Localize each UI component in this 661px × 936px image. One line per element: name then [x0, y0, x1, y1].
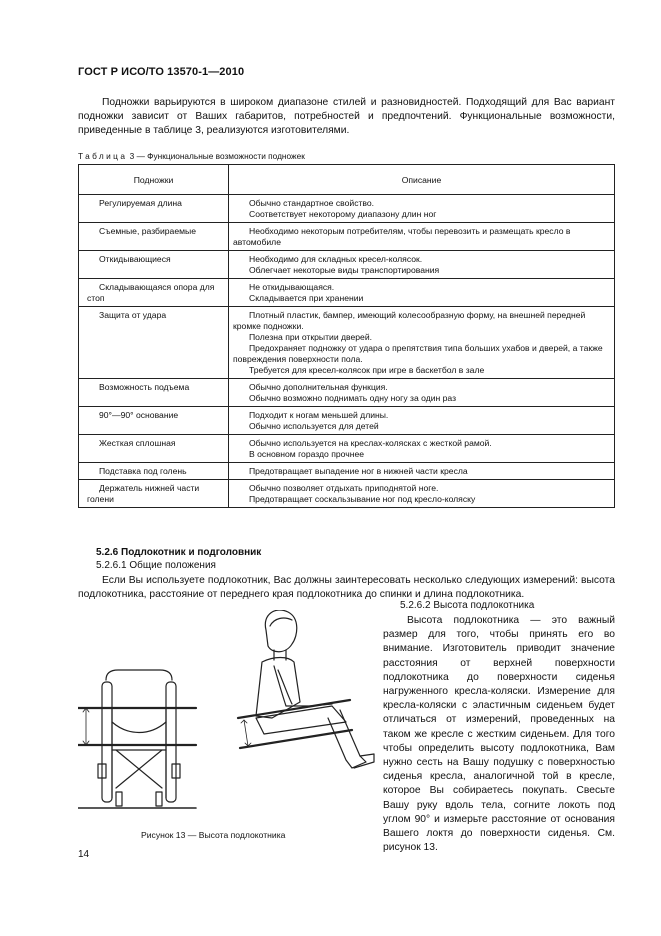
table-row [79, 223, 615, 251]
table-caption [78, 151, 305, 161]
table-row [79, 279, 615, 307]
description-line: Полезна при открытии дверей. [249, 332, 373, 342]
table-header-row [79, 165, 615, 195]
table-header-description: Описание [229, 165, 615, 195]
description-line: Обычно используется на креслах-колясках с жесткой рамой. [249, 438, 492, 448]
description-line: Необходимо для складных кресел-колясок. [249, 254, 423, 264]
seated-person-side-view [238, 610, 374, 768]
footrest-type-cell [79, 251, 229, 279]
table-caption-text: 3 — Функциональные возможности подножек [129, 151, 305, 161]
description-cell [229, 407, 615, 435]
subsection-armrest-height: 5.2.6.2 Высота подлокотника [400, 600, 535, 611]
description-line: В основном гораздо прочнее [249, 449, 365, 459]
figure-caption: Рисунок 13 — Высота подлокотника [141, 830, 286, 840]
description-line: Обычно возможно поднимать одну ногу за один раз [249, 393, 457, 403]
table-row [79, 435, 615, 463]
armrest-height-text: Высота подлокотника — это важный размер для того, чтобы принять его во внимание. Изготовитель приводит значение расстояния от верхней поверхности подлокотника до поверхности сиденья нагруженного кресла-коляски. Измерение для кресла-коляски с эластичным сиденьем будет отличаться от измерений, проведенных на таком же кресле с жестким сиденьем. Для того чтобы определить высоту подлокотника, Вам нужно сесть на Вашу подушку с поверхностью сиденья кресла, аналогичной той в кресле, которое Вы собираетесь покупать. Свесьте Вашу руку вдоль тела, согните локоть под углом 90° и измерьте расстояние от основания Вашего локтя до поверхности сиденья. См. рисунок 13. [383, 615, 615, 854]
armrest-height-figure [78, 610, 378, 820]
description-line: Предотвращает выпадение ног в нижней части кресла [249, 466, 468, 476]
description-line: Не откидывающаяся. [249, 282, 335, 292]
description-line: Подходит к ногам меньшей длины. [249, 410, 389, 420]
section-heading: 5.2.6 Подлокотник и подголовник [96, 547, 262, 558]
footrest-type-cell [79, 379, 229, 407]
description-cell [229, 223, 615, 251]
description-line: Плотный пластик, бампер, имеющий колесообразную форму, на внешней передней кромке подножки. [233, 310, 586, 331]
wheelchair-front-view [78, 670, 196, 808]
footrest-type: Держатель нижней части голени [87, 483, 200, 504]
intro-paragraph [78, 96, 615, 138]
description-line: Требуется для кресел-колясок при игре в баскетбол в зале [249, 365, 485, 375]
intro-text: Подножки варьируются в широком диапазоне стилей и разновидностей. Подходящий для Вас вариант подножки зависит от Ваших габаритов, потребностей и предпочтений. Функциональные возможности, приведенные в таблице 3, реализуются изготовителями. [78, 97, 615, 136]
table-row [79, 463, 615, 480]
description-cell [229, 307, 615, 379]
description-line: Обычно дополнительная функция. [249, 382, 388, 392]
table-row [79, 480, 615, 508]
subsection-general: 5.2.6.1 Общие положения [96, 560, 216, 571]
table-header-footrests: Подножки [79, 165, 229, 195]
description-cell [229, 379, 615, 407]
description-cell [229, 463, 615, 480]
armrest-text: Если Вы используете подлокотник, Вас должны заинтересовать несколько следующих измерений: высота подлокотника, расстояние от переднего края подлокотника до спинки и длина подлокотника. [78, 575, 615, 600]
footrest-type-cell [79, 435, 229, 463]
footrest-functions-table [78, 164, 615, 508]
description-cell [229, 435, 615, 463]
description-line: Соответствует некоторому диапазону длин ног [249, 209, 437, 219]
description-cell [229, 279, 615, 307]
description-line: Предотвращает соскальзывание ног под кресло-коляску [249, 494, 476, 504]
table-caption-prefix: Таблица [78, 151, 128, 161]
table-row [79, 379, 615, 407]
footrest-type-cell [79, 463, 229, 480]
footrest-type-cell [79, 480, 229, 508]
document-header: ГОСТ Р ИСО/ТО 13570-1—2010 [78, 66, 245, 78]
footrest-type: Регулируемая длина [99, 198, 182, 208]
table-row [79, 195, 615, 223]
table-row [79, 251, 615, 279]
footrest-type-cell [79, 279, 229, 307]
description-line: Предохраняет подножку от удара о препятствия типа больших ухабов и дверей, а также повреждения поверхности пола. [233, 343, 603, 364]
armrest-height-text-block [383, 614, 615, 855]
table-row [79, 307, 615, 379]
footrest-type: Съемные, разбираемые [99, 226, 196, 236]
footrest-type: Складывающаяся опора для стоп [87, 282, 215, 303]
footrest-type-cell [79, 307, 229, 379]
description-line: Необходимо некоторым потребителям, чтобы перевозить и размещать кресло в автомобиле [233, 226, 571, 247]
armrest-paragraph [78, 574, 615, 602]
description-line: Обычно стандартное свойство. [249, 198, 375, 208]
description-cell [229, 251, 615, 279]
description-line: Обычно позволяет отдыхать приподнятой ноге. [249, 483, 439, 493]
page-number: 14 [78, 849, 90, 860]
footrest-type-cell [79, 223, 229, 251]
footrest-type: Защита от удара [99, 310, 167, 320]
description-line: Складывается при хранении [249, 293, 364, 303]
description-line: Облегчает некоторые виды транспортирования [249, 265, 440, 275]
table-body [79, 195, 615, 508]
table-row [79, 407, 615, 435]
description-line: Обычно используется для детей [249, 421, 379, 431]
footrest-type: Откидывающиеся [99, 254, 171, 264]
description-cell [229, 480, 615, 508]
footrest-type-cell [79, 195, 229, 223]
footrest-type: 90°—90° основание [99, 410, 179, 420]
footrest-type: Возможность подъема [99, 382, 190, 392]
description-cell [229, 195, 615, 223]
footrest-type: Подставка под голень [99, 466, 187, 476]
footrest-type-cell [79, 407, 229, 435]
footrest-type: Жесткая сплошная [99, 438, 176, 448]
